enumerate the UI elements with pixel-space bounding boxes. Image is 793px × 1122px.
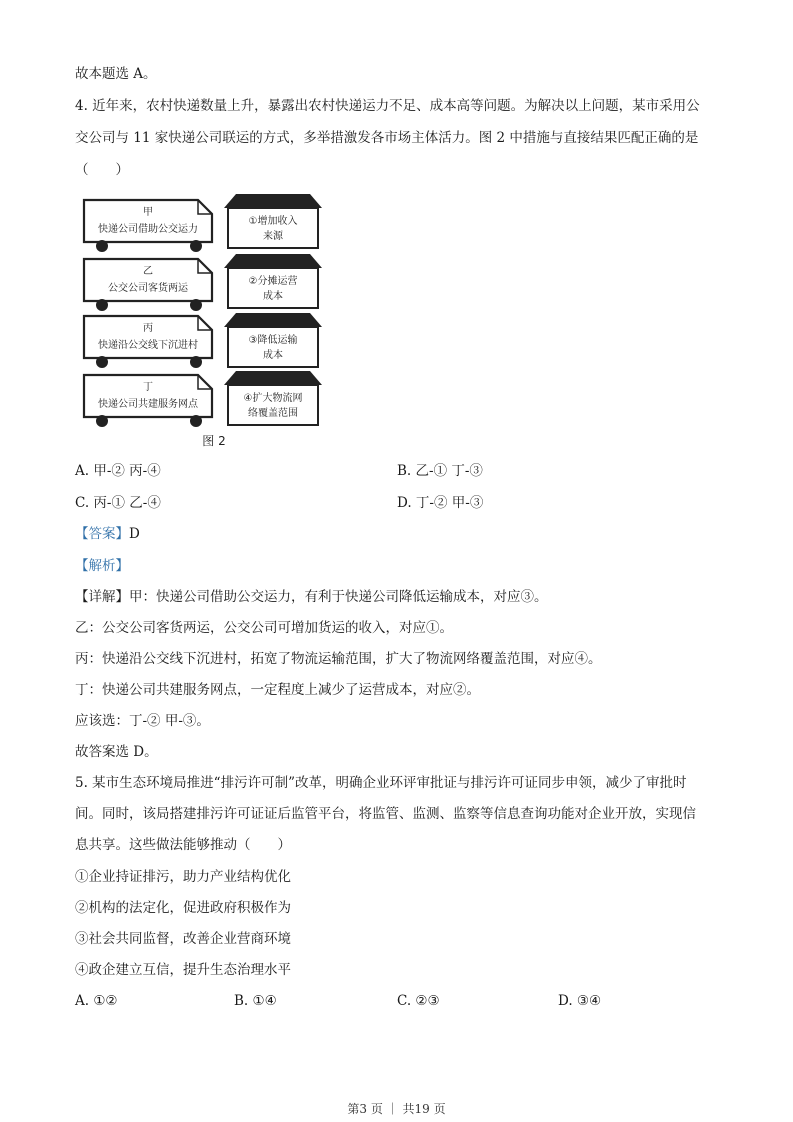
question-5-line-1: 5. 某市生态环境局推进“排污许可制”改革，明确企业环评审批证与排污许可证同步申领，减少了审批时 — [75, 775, 687, 791]
figure-caption: 图 2 — [202, 434, 226, 448]
house-3 — [224, 313, 322, 367]
truck-1 — [84, 200, 212, 252]
question-5-line-3: 息共享。这些做法能够推动（ ） — [75, 837, 291, 853]
q4-option-d: D. 丁-② 甲-③ — [397, 495, 484, 511]
page-footer: 第3 页 ｜ 共19 页 — [347, 1102, 446, 1116]
q5-option-c: C. ②③ — [397, 993, 440, 1009]
q5-statement-2: ②机构的法定化，促进政府积极作为 — [75, 900, 291, 916]
detail-line-1 — [75, 587, 548, 607]
truck-2 — [84, 259, 212, 311]
q5-option-a: A. ①② — [75, 993, 118, 1009]
detail-tag: 【详解】 — [75, 589, 129, 605]
q5-option-b: B. ①④ — [234, 993, 277, 1009]
truck-2-label: 乙 — [143, 266, 153, 277]
question-4-line-3: （ ） — [75, 162, 129, 178]
q5-statement-1: ①企业持证排污，助力产业结构优化 — [75, 869, 291, 885]
question-4-line-1: 4. 近年来，农村快递数量上升，暴露出农村快递运力不足、成本高等问题。为解决以上问题，某市采用公 — [75, 98, 700, 114]
truck-4-label: 丁 — [143, 382, 153, 393]
truck-4 — [84, 375, 212, 427]
answer-line — [75, 524, 140, 544]
detail-line-2: 乙：公交公司客货两运，公交公司可增加货运的收入，对应①。 — [75, 620, 453, 636]
detail-line-6: 故答案选 D。 — [75, 744, 158, 760]
q5-statement-3: ③社会共同监督，改善企业营商环境 — [75, 931, 291, 947]
analysis-tag: 【解析】 — [75, 558, 129, 574]
answer-tag: 【答案】 — [75, 526, 129, 542]
q4-option-a: A. 甲-② 丙-④ — [75, 463, 161, 479]
truck-1-text: 快递公司借助公交运力 — [98, 224, 198, 235]
house-3-line-1: ③降低运输 — [248, 335, 298, 346]
truck-3-label: 丙 — [143, 323, 153, 334]
truck-1-label: 甲 — [143, 207, 153, 218]
house-1-line-2: 来源 — [263, 231, 283, 242]
house-1-line-1: ①增加收入 — [248, 216, 298, 227]
q4-option-b: B. 乙-① 丁-③ — [397, 463, 483, 479]
house-4-line-1: ④扩大物流网 — [243, 393, 303, 404]
q5-option-d: D. ③④ — [558, 993, 602, 1009]
detail-line-4: 丁：快递公司共建服务网点，一定程度上减少了运营成本，对应②。 — [75, 682, 480, 698]
house-3-line-2: 成本 — [263, 350, 283, 361]
truck-4-text: 快递公司共建服务网点 — [98, 399, 198, 410]
house-2-line-1: ②分摊运营 — [248, 276, 298, 287]
truck-2-text: 公交公司客货两运 — [108, 283, 188, 294]
detail-line-3: 丙：快递沿公交线下沉进村，拓宽了物流运输范围，扩大了物流网络覆盖范围，对应④。 — [75, 651, 602, 667]
prev-answer-line: 故本题选 A。 — [75, 66, 157, 82]
house-4-line-2: 络覆盖范围 — [248, 408, 298, 419]
q4-option-c: C. 丙-① 乙-④ — [75, 495, 161, 511]
house-2-line-2: 成本 — [263, 291, 283, 302]
figure-2 — [78, 192, 338, 452]
answer-value: D — [129, 526, 140, 542]
truck-3 — [84, 316, 212, 368]
question-4-line-2: 交公司与 11 家快递公司联运的方式，多举措激发各市场主体活力。图 2 中措施与直接结果匹配正确的是 — [75, 130, 699, 146]
house-1 — [224, 194, 322, 248]
house-4 — [224, 371, 322, 425]
house-2 — [224, 254, 322, 308]
detail-line-5: 应该选：丁-② 甲-③。 — [75, 713, 210, 729]
truck-3-text: 快递沿公交线下沉进村 — [98, 340, 198, 351]
question-5-line-2: 间。同时，该局搭建排污许可证证后监管平台，将监管、监测、监察等信息查询功能对企业开放，实现信 — [75, 806, 696, 822]
detail-text-1: 甲：快递公司借助公交运力，有利于快递公司降低运输成本，对应③。 — [129, 589, 548, 605]
q5-statement-4: ④政企建立互信，提升生态治理水平 — [75, 962, 291, 978]
